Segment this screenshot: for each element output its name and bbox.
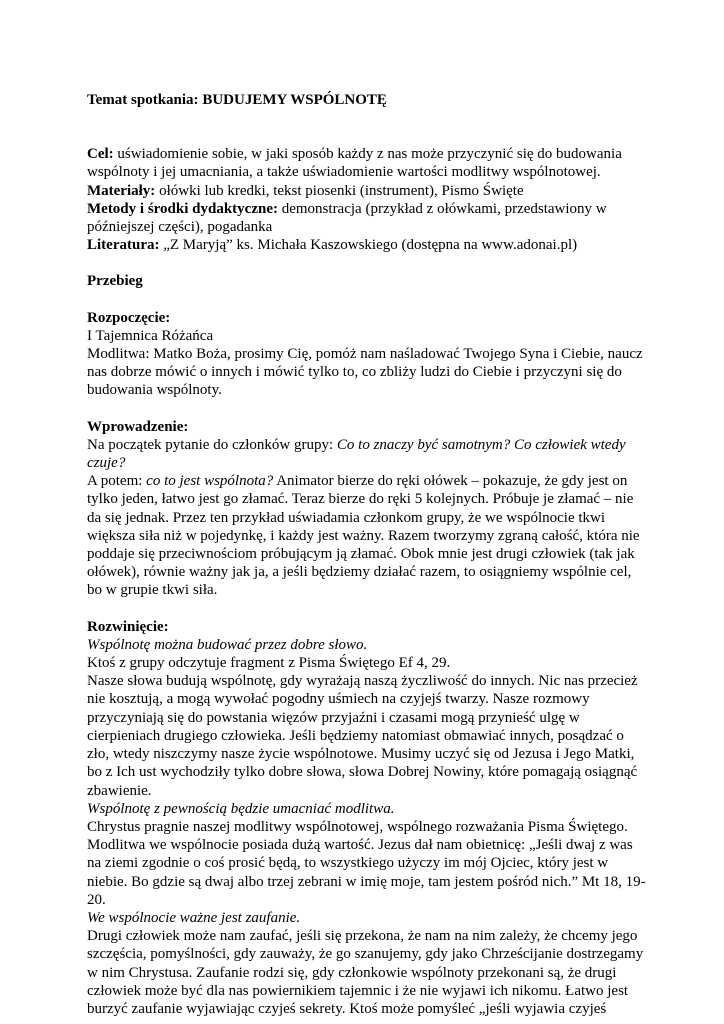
wprowadzenie-heading: Wprowadzenie: [87,418,189,435]
goal-label: Cel: [87,146,114,163]
trust-paragraph: Drugi człowiek może nam zaufać, jeśli się przekona, że nam na nim zależy, że chcemy jego szczęścia, pomyślności, gdy zauważy, że go szanujemy, gdy jako Chrześcijanie dostrzegamy w nim Chrystusa. Zaufanie rodzi się, gdy członkowie wspólnoty przekonani są, że drugi człowiek może być dla nas powiernikiem tajemnic i że nie wyjawi ich nikomu. Łatwo jest burzyć zaufanie wyjawiając czyjeś sekrety. Ktoś może pomyśleć „jeśli wyjawia czyjeś [87,928,644,1017]
meta-block [87,145,647,254]
question-italic: Co to znaczy być samotnym? Co człowiek wtedy czuje? [87,436,626,472]
section-rozwiniecie [87,618,647,1018]
section-heading-przebieg [87,272,647,290]
section-wprowadzenie [87,418,647,600]
s2-title: Wspólnotę z pewnością będzie umacniać modlitwa. [87,800,395,817]
materials-text: ołówki lub kredki, tekst piosenki (instrument), Pismo Święte [159,182,524,199]
subsection-title [87,636,647,654]
title-label: Temat spotkania: [87,92,199,108]
prayer-community-paragraph: Chrystus pragnie naszej modlitwy wspólnotowej, wspólnego rozważania Pisma Świętego. Modlitwa we wspólnocie posiada dużą wartość. Jezus dał nam obietnicę: „Jeśli dwaj z was na ziemi zgodnie o coś prosić będą, to wszystkiego użyczy im mój Ojciec, który jest w niebie. Bo gdzie są dwaj albo trzej zebrani w imię moje, tam jestem pośród nich.” Mt 18, 19-20. [87,818,646,908]
subsection-title [87,800,647,818]
methods-label: Metody i środki dydaktyczne: [87,200,278,217]
words-paragraph: Nasze słowa budują wspólnotę, gdy wyrażają naszą życzliwość do innych. Nic nas przecież nie kosztują, a mogą wywołać pogodny uśmiech na czyjejś twarzy. Nasze rozmowy przyczyniają się do powstania więzów przyjaźni i czasami mogą przynieść ulgę w cierpieniach drugiego człowieka. Jeśli będziemy natomiast obmawiać innych, posądzać o zło, wtedy niszczymy nasze życie wspólnotowe. Musimy uczyć się od Jezusa i Jego Matki, bo z Ich ust wychodziły tylko dobre słowa, słowa Dobrej Nowiny, które pomagają osiągnąć zbawienie. [87,673,638,799]
literature-label: Literatura: [87,237,160,254]
prayer-paragraph: Modlitwa: Matko Boża, prosimy Cię, pomóż nam naśladować Twojego Syna i Ciebie, naucz nas dobrze mówić o innych i mówić tylko to, co zbliży ludzi do Ciebie i przyczyni się do budowania wspólnoty. [87,346,643,399]
rozwiniecie-heading: Rozwinięcie: [87,618,169,635]
goal-paragraph [87,145,647,181]
literature-paragraph [87,236,647,254]
question-paragraph [87,436,647,472]
przebieg-label: Przebieg [87,273,143,290]
pencil-intro: A potem: [87,473,147,490]
rosary-line: I Tajemnica Różańca [87,327,214,344]
question-intro: Na początek pytanie do członków grupy: [87,436,337,453]
pencil-text: Animator bierze do ręki ołówek – pokazuje, że gdy jest on tylko jeden, łatwo jest go złamać. Teraz bierze do ręki 5 kolejnych. Próbuje je złamać – nie da się jednak. Przez ten przykład uświadamia członkom grupy, że we wspólnocie tkwi większa siła niż w pojedynkę, i każdy jest ważny. Razem tworzymy zgraną całość, która nie poddaje się przeciwnościom próbującym ją złamać. Obok mnie jest drugi człowiek (tak jak ołówek), równie ważny jak ja, a jeśli będziemy działać razem, to osiągniemy wspólnie cel, bo w grupie tkwi siła. [87,473,640,599]
scripture-line: Ktoś z grupy odczytuje fragment z Pisma Świętego Ef 4, 29. [87,655,451,672]
methods-paragraph [87,200,647,236]
s3-title: We wspólnocie ważne jest zaufanie. [87,909,301,926]
page-title [87,91,647,109]
s1-title: Wspólnotę można budować przez dobre słowo. [87,636,368,653]
literature-text: „Z Maryją” ks. Michała Kaszowskiego (dostępna na www.adonai.pl) [163,237,578,254]
pencil-question: co to jest wspólnota? [146,473,274,490]
document-page [87,91,647,1018]
section-heading [87,309,647,327]
section-heading [87,618,647,636]
materials-paragraph [87,182,647,200]
materials-label: Materiały: [87,182,156,199]
subsection-title [87,909,647,927]
section-rozpoczecie [87,309,647,400]
section-heading [87,418,647,436]
methods-text: demonstracja (przykład z ołówkami, przedstawiony w późniejszej części), pogadanka [87,200,607,236]
rozpoczecie-heading: Rozpoczęcie: [87,309,171,326]
title-value: BUDUJEMY WSPÓLNOTĘ [202,92,387,108]
goal-text: uświadomienie sobie, w jaki sposób każdy z nas może przyczynić się do budowania wspólnoty i jej umacniania, a także uświadomienie wartości modlitwy wspólnotowej. [87,146,622,181]
pencil-paragraph [87,472,647,599]
